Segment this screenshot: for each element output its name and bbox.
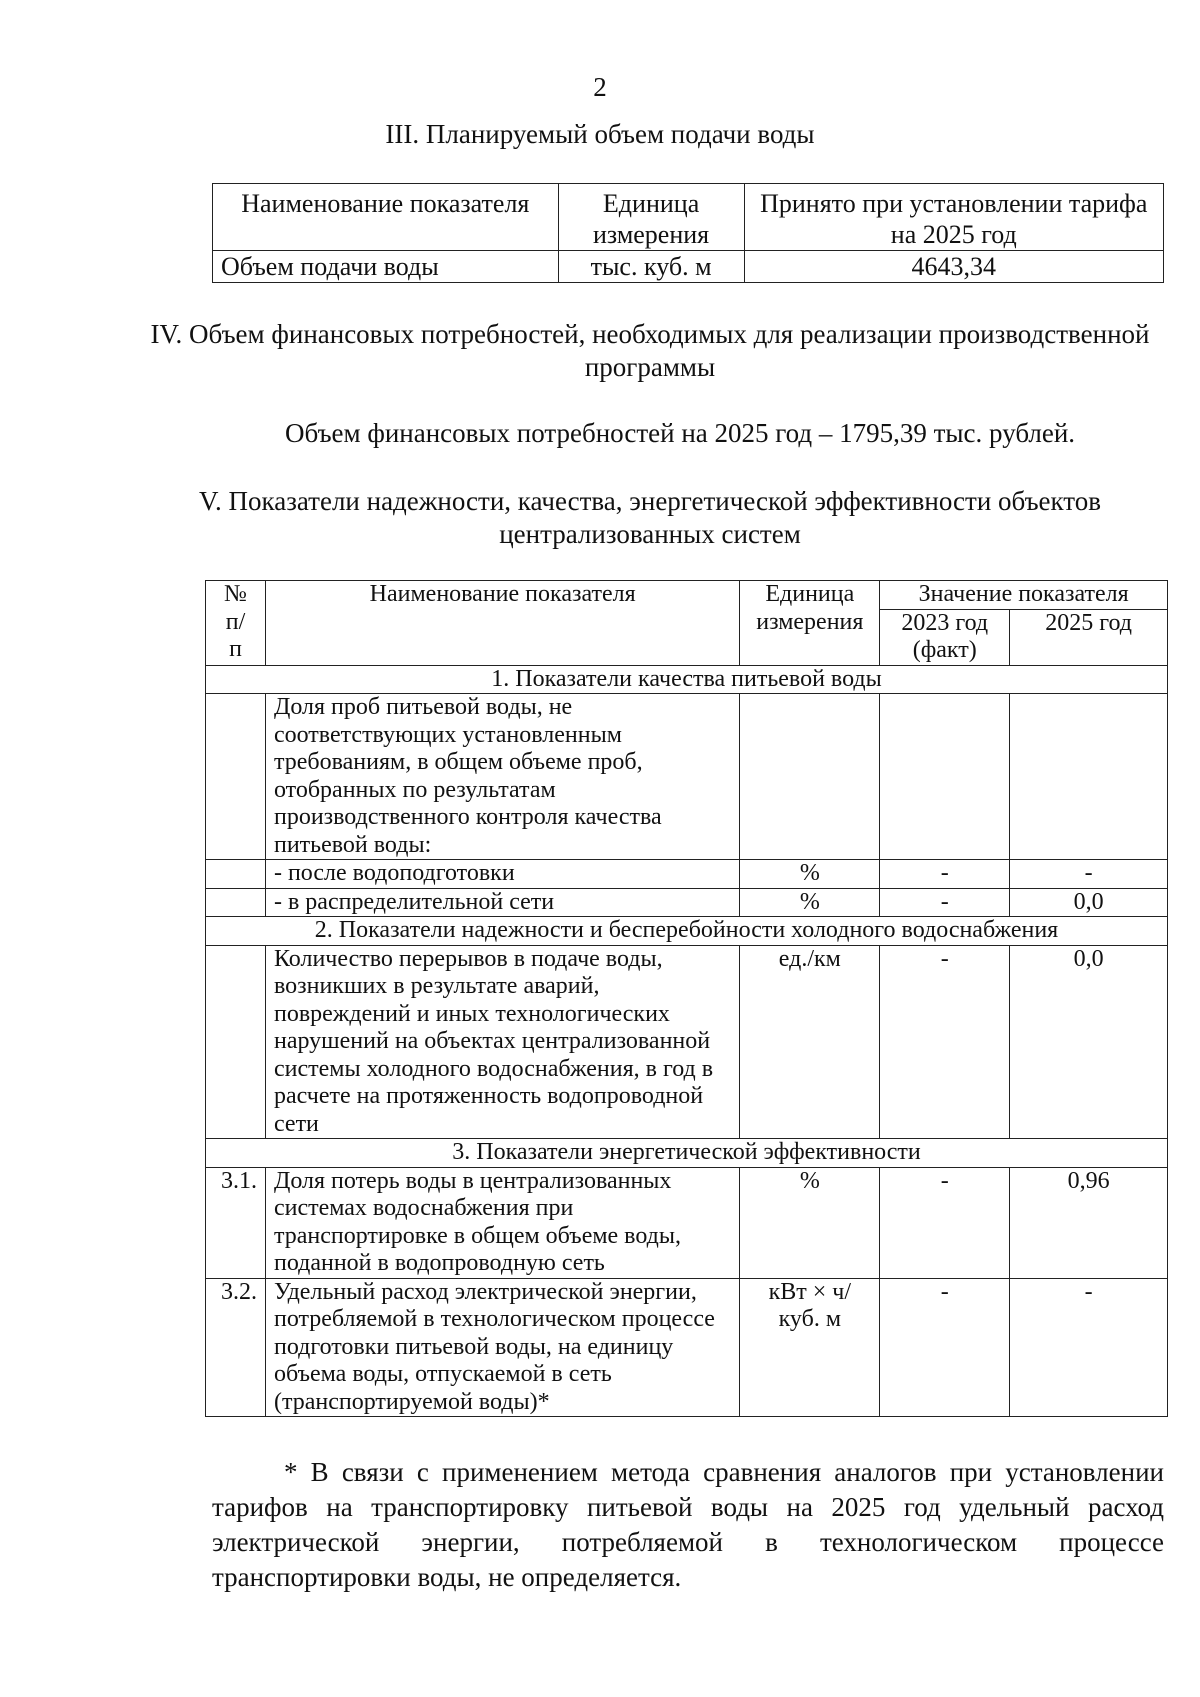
row1a-unit: % xyxy=(740,860,880,889)
row31-unit: % xyxy=(740,1167,880,1278)
section-row xyxy=(206,917,1168,946)
header-name: Наименование показателя xyxy=(265,581,739,666)
row31-num: 3.1. xyxy=(206,1167,266,1278)
row-name: Объем подачи воды xyxy=(213,251,559,283)
row1b-2023: - xyxy=(880,888,1010,917)
row32-num: 3.2. xyxy=(206,1278,266,1417)
table-row xyxy=(206,860,1168,889)
value-2023-cell xyxy=(880,694,1010,860)
table-row xyxy=(206,945,1168,1139)
row1a-name: - после водоподготовки xyxy=(265,860,739,889)
header-unit: Единица измерения xyxy=(740,581,880,666)
section-row xyxy=(206,1139,1168,1168)
row2-unit: ед./км xyxy=(740,945,880,1139)
header-num: № п/п xyxy=(206,581,266,666)
row32-2025: - xyxy=(1010,1278,1168,1417)
table-header-row xyxy=(213,184,1164,251)
value-2025-cell xyxy=(1010,694,1168,860)
group3-title: 3. Показатели энергетической эффективности xyxy=(206,1139,1168,1168)
row1b-2025: 0,0 xyxy=(1010,888,1168,917)
num-cell xyxy=(206,694,266,860)
header-value-group: Значение показателя xyxy=(880,581,1168,610)
row-value: 4643,34 xyxy=(744,251,1163,283)
table-row xyxy=(206,1278,1168,1417)
section3-title: III. Планируемый объем подачи воды xyxy=(385,119,815,149)
row31-2023: - xyxy=(880,1167,1010,1278)
header-accepted: Принято при установлении тарифа на 2025 год xyxy=(744,184,1163,251)
unit-cell xyxy=(740,694,880,860)
row1a-2025: - xyxy=(1010,860,1168,889)
row32-unit: кВт × ч/ куб. м xyxy=(740,1278,880,1417)
row1-main-name: Доля проб питьевой воды, не соответствующих установленным требованиям, в общем объеме проб, отобранных по результатам производственного контроля качества питьевой воды: xyxy=(265,694,739,860)
table-row xyxy=(206,888,1168,917)
header-unit: Единица измерения xyxy=(558,184,744,251)
group1-title: 1. Показатели качества питьевой воды xyxy=(206,665,1168,694)
row2-2023: - xyxy=(880,945,1010,1139)
section5-title: V. Показатели надежности, качества, энергетической эффективности объектов централизованных систем xyxy=(199,486,1101,549)
footnote: * В связи с применением метода сравнения аналогов при установлении тарифов на транспортировку питьевой воды на 2025 год удельный расход электрической энергии, потребляемой в технологическом процессе транспортировки воды, не определяется. xyxy=(212,1457,1164,1592)
row31-name: Доля потерь воды в централизованных системах водоснабжения при транспортировке в общем объеме воды, поданной в водопроводную сеть xyxy=(265,1167,739,1278)
num-cell xyxy=(206,945,266,1139)
row1b-unit: % xyxy=(740,888,880,917)
num-cell xyxy=(206,860,266,889)
row31-2025: 0,96 xyxy=(1010,1167,1168,1278)
row-unit: тыс. куб. м xyxy=(558,251,744,283)
section4-title: IV. Объем финансовых потребностей, необходимых для реализации производственной программы xyxy=(150,319,1150,382)
financial-needs-text: Объем финансовых потребностей на 2025 год – 1795,39 тыс. рублей. xyxy=(285,418,1076,448)
row32-2023: - xyxy=(880,1278,1010,1417)
row1a-2023: - xyxy=(880,860,1010,889)
water-supply-table xyxy=(212,183,1164,283)
row2-name: Количество перерывов в подаче воды, возникших в результате аварий, повреждений и иных технологических нарушений на объектах централизованной системы холодного водоснабжения, в год в расчете на протяженность водопроводной сети xyxy=(265,945,739,1139)
table-row xyxy=(206,1167,1168,1278)
header-name: Наименование показателя xyxy=(213,184,559,251)
page-number: 2 xyxy=(593,72,607,102)
header-2023: 2023 год (факт) xyxy=(880,609,1010,665)
table-row xyxy=(213,251,1164,283)
num-cell xyxy=(206,888,266,917)
row1b-name: - в распределительной сети xyxy=(265,888,739,917)
row32-name: Удельный расход электрической энергии, потребляемой в технологическом процессе подготовки питьевой воды, на единицу объема воды, отпускаемой в сеть (транспортируемой воды)* xyxy=(265,1278,739,1417)
group2-title: 2. Показатели надежности и бесперебойности холодного водоснабжения xyxy=(206,917,1168,946)
row2-2025: 0,0 xyxy=(1010,945,1168,1139)
table-header-row xyxy=(206,581,1168,610)
section-row xyxy=(206,665,1168,694)
header-2025: 2025 год xyxy=(1010,609,1168,665)
table-row xyxy=(206,694,1168,860)
indicators-table xyxy=(205,580,1168,1417)
